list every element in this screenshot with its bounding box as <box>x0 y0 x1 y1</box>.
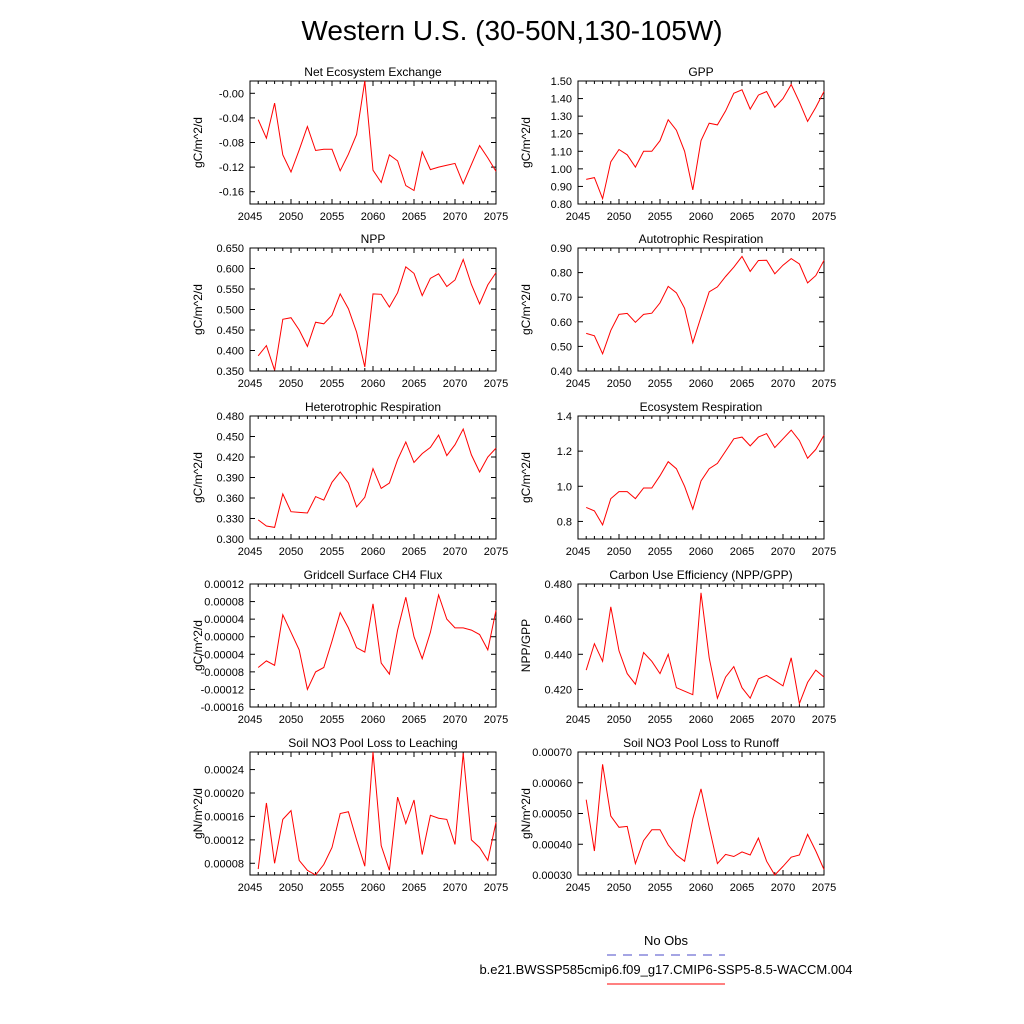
y-tick-label: 0.450 <box>216 431 244 444</box>
panel-title: Autotrophic Respiration <box>638 232 764 246</box>
x-tick-label: 2070 <box>770 714 796 726</box>
y-tick-label: 0.400 <box>216 345 244 358</box>
x-tick-label: 2055 <box>647 211 673 223</box>
y-tick-label: 0.40 <box>550 366 572 378</box>
panel-gpp <box>519 65 836 223</box>
x-tick-label: 2070 <box>442 378 468 390</box>
series-line-npp <box>258 260 496 371</box>
y-tick-label: 0.00008 <box>204 596 244 609</box>
y-tick-label: 0.330 <box>216 513 244 526</box>
y-tick-label: 0.350 <box>216 366 244 378</box>
page-title: Western U.S. (30-50N,130-105W) <box>301 15 723 46</box>
y-tick-label: -0.04 <box>218 112 244 125</box>
legend-model-label: b.e21.BWSSP585cmip6.f09_g17.CMIP6-SSP5-8.5-WACCM.004 <box>479 962 853 977</box>
x-tick-label: 2050 <box>278 714 304 726</box>
y-tick-label: 0.00012 <box>204 834 244 847</box>
y-tick-label: 0.600 <box>216 263 244 276</box>
x-tick-label: 2070 <box>442 714 468 726</box>
x-tick-label: 2060 <box>360 714 386 726</box>
y-axis-label: gC/m^2/d <box>519 452 533 503</box>
y-tick-label: 1.00 <box>550 163 572 176</box>
series-line-heterotrophic-respiration <box>258 429 496 527</box>
y-axis-label: NPP/GPP <box>519 618 533 673</box>
y-tick-label: -0.00008 <box>200 666 244 679</box>
y-tick-label: 0.650 <box>216 243 244 255</box>
legend <box>479 933 852 984</box>
y-axis-label: gC/m^2/d <box>191 620 205 671</box>
x-tick-label: 2045 <box>565 882 591 894</box>
x-tick-label: 2075 <box>483 714 509 726</box>
y-axis-label: gC/m^2/d <box>519 117 533 168</box>
series-line-gpp <box>586 85 824 199</box>
x-tick-label: 2065 <box>729 714 755 726</box>
panel-heterotrophic-respiration <box>191 400 508 558</box>
y-tick-label: 1.0 <box>556 481 572 494</box>
y-tick-label: 0.60 <box>550 316 572 329</box>
y-tick-label: 0.00024 <box>204 764 244 777</box>
y-tick-label: 1.30 <box>550 111 572 124</box>
x-tick-label: 2070 <box>770 546 796 558</box>
panel-title: Soil NO3 Pool Loss to Runoff <box>623 736 779 750</box>
y-tick-label: 0.00030 <box>532 870 572 882</box>
y-tick-label: 0.420 <box>216 452 244 464</box>
x-tick-label: 2065 <box>729 882 755 894</box>
x-tick-label: 2050 <box>606 714 632 726</box>
x-tick-label: 2050 <box>606 546 632 558</box>
x-tick-label: 2055 <box>647 378 673 390</box>
panel-title: Ecosystem Respiration <box>639 400 763 414</box>
y-tick-label: 1.10 <box>550 146 572 159</box>
y-tick-label: -0.12 <box>218 162 244 175</box>
x-tick-label: 2075 <box>483 546 509 558</box>
x-tick-label: 2045 <box>565 714 591 726</box>
plot-frame <box>250 584 496 707</box>
x-tick-label: 2060 <box>688 546 714 558</box>
plot-frame <box>578 584 824 707</box>
panel-carbon-use-efficiency-npp-gpp <box>519 568 836 726</box>
y-tick-label: 0.00008 <box>204 858 244 871</box>
y-tick-label: 0.390 <box>216 472 244 485</box>
panel-npp <box>191 232 508 390</box>
y-axis-label: gC/m^2/d <box>191 452 205 503</box>
x-tick-label: 2065 <box>729 546 755 558</box>
panel-title: Soil NO3 Pool Loss to Leaching <box>288 736 458 750</box>
x-tick-label: 2075 <box>811 882 837 894</box>
series-line-gridcell-surface-ch4-flux <box>258 595 496 689</box>
x-tick-label: 2070 <box>770 882 796 894</box>
x-tick-label: 2075 <box>811 714 837 726</box>
x-tick-label: 2050 <box>606 882 632 894</box>
y-tick-label: -0.00016 <box>200 702 244 714</box>
plot-frame <box>250 752 496 875</box>
y-tick-label: 1.20 <box>550 128 572 141</box>
series-line-net-ecosystem-exchange <box>258 81 496 191</box>
y-tick-label: 0.460 <box>544 614 572 627</box>
y-tick-label: 1.2 <box>556 446 572 459</box>
plot-frame <box>250 81 496 204</box>
x-tick-label: 2070 <box>770 378 796 390</box>
panel-title: GPP <box>688 65 714 79</box>
x-tick-label: 2045 <box>565 546 591 558</box>
y-tick-label: 1.50 <box>550 76 572 88</box>
panel-autotrophic-respiration <box>519 232 836 390</box>
panel-title: Net Ecosystem Exchange <box>304 65 442 79</box>
x-tick-label: 2050 <box>278 378 304 390</box>
x-tick-label: 2075 <box>483 882 509 894</box>
x-tick-label: 2045 <box>237 378 263 390</box>
x-tick-label: 2065 <box>401 714 427 726</box>
x-tick-label: 2045 <box>237 882 263 894</box>
y-tick-label: 1.40 <box>550 93 572 106</box>
x-tick-label: 2060 <box>688 882 714 894</box>
panel-title: Heterotrophic Respiration <box>304 400 442 414</box>
panel-gridcell-surface-ch4-flux <box>191 568 508 726</box>
x-tick-label: 2060 <box>688 211 714 223</box>
panel-title: NPP <box>360 232 386 246</box>
y-axis-label: gC/m^2/d <box>191 284 205 335</box>
y-tick-label: 0.80 <box>550 199 572 211</box>
x-tick-label: 2060 <box>688 714 714 726</box>
series-line-autotrophic-respiration <box>586 256 824 353</box>
series-line-soil-no3-pool-loss-to-runoff <box>586 764 824 875</box>
x-tick-label: 2060 <box>688 378 714 390</box>
x-tick-label: 2075 <box>483 378 509 390</box>
y-tick-label: -0.00012 <box>200 684 244 697</box>
x-tick-label: 2050 <box>606 211 632 223</box>
x-tick-label: 2060 <box>360 378 386 390</box>
x-tick-label: 2055 <box>319 546 345 558</box>
x-tick-label: 2055 <box>647 546 673 558</box>
x-tick-label: 2075 <box>811 546 837 558</box>
y-tick-label: 0.80 <box>550 267 572 280</box>
panels-group <box>191 65 836 894</box>
x-tick-label: 2055 <box>319 378 345 390</box>
y-tick-label: -0.08 <box>218 137 244 150</box>
y-tick-label: 0.00020 <box>204 788 244 800</box>
panel-soil-no3-pool-loss-to-leaching <box>191 736 508 894</box>
x-tick-label: 2070 <box>770 211 796 223</box>
y-axis-label: gC/m^2/d <box>191 117 205 168</box>
y-tick-label: -0.00 <box>218 88 244 101</box>
y-tick-label: 0.00012 <box>204 579 244 591</box>
x-tick-label: 2045 <box>565 378 591 390</box>
y-tick-label: 0.8 <box>556 516 572 529</box>
y-tick-label: 0.00060 <box>532 777 572 790</box>
x-tick-label: 2065 <box>401 546 427 558</box>
plot-frame <box>578 248 824 371</box>
y-tick-label: 0.00016 <box>204 811 244 824</box>
x-tick-label: 2070 <box>442 546 468 558</box>
y-axis-label: gC/m^2/d <box>519 284 533 335</box>
x-tick-label: 2065 <box>401 378 427 390</box>
y-tick-label: 0.70 <box>550 292 572 305</box>
x-tick-label: 2050 <box>278 882 304 894</box>
y-axis-label: gN/m^2/d <box>519 788 533 839</box>
y-tick-label: 1.4 <box>556 411 572 423</box>
y-tick-label: 0.00070 <box>532 747 572 759</box>
x-tick-label: 2045 <box>237 211 263 223</box>
x-tick-label: 2065 <box>729 378 755 390</box>
x-tick-label: 2055 <box>319 714 345 726</box>
panel-title: Carbon Use Efficiency (NPP/GPP) <box>609 568 793 582</box>
x-tick-label: 2070 <box>442 882 468 894</box>
y-tick-label: 0.00040 <box>532 839 572 852</box>
panel-title: Gridcell Surface CH4 Flux <box>303 568 443 582</box>
panel-soil-no3-pool-loss-to-runoff <box>519 736 836 894</box>
y-tick-label: 0.480 <box>216 411 244 423</box>
x-tick-label: 2065 <box>401 882 427 894</box>
y-tick-label: 0.90 <box>550 181 572 194</box>
y-tick-label: 0.360 <box>216 493 244 505</box>
x-tick-label: 2070 <box>442 211 468 223</box>
x-tick-label: 2045 <box>237 714 263 726</box>
x-tick-label: 2055 <box>319 211 345 223</box>
x-tick-label: 2055 <box>319 882 345 894</box>
x-tick-label: 2055 <box>647 714 673 726</box>
y-tick-label: 0.500 <box>216 304 244 317</box>
y-tick-label: 0.00004 <box>204 614 244 627</box>
y-tick-label: 0.440 <box>544 649 572 662</box>
x-tick-label: 2075 <box>811 211 837 223</box>
x-tick-label: 2060 <box>360 882 386 894</box>
y-tick-label: 0.300 <box>216 534 244 546</box>
x-tick-label: 2045 <box>565 211 591 223</box>
x-tick-label: 2060 <box>360 546 386 558</box>
y-tick-label: -0.16 <box>218 186 244 199</box>
x-tick-label: 2075 <box>811 378 837 390</box>
x-tick-label: 2050 <box>606 378 632 390</box>
x-tick-label: 2050 <box>278 211 304 223</box>
plot-frame <box>578 752 824 875</box>
x-tick-label: 2075 <box>483 211 509 223</box>
x-tick-label: 2050 <box>278 546 304 558</box>
y-tick-label: -0.00004 <box>200 649 244 662</box>
plot-frame <box>250 416 496 539</box>
x-tick-label: 2065 <box>729 211 755 223</box>
y-tick-label: 0.90 <box>550 243 572 255</box>
x-tick-label: 2065 <box>401 211 427 223</box>
y-tick-label: 0.50 <box>550 341 572 354</box>
panel-ecosystem-respiration <box>519 400 836 558</box>
plot-frame <box>250 248 496 371</box>
legend-obs-label: No Obs <box>643 933 689 948</box>
x-tick-label: 2055 <box>647 882 673 894</box>
y-tick-label: 0.450 <box>216 325 244 337</box>
y-tick-label: 0.420 <box>544 684 572 697</box>
series-line-ecosystem-respiration <box>586 430 824 525</box>
x-tick-label: 2045 <box>237 546 263 558</box>
y-axis-label: gN/m^2/d <box>191 788 205 839</box>
x-tick-label: 2060 <box>360 211 386 223</box>
y-tick-label: 0.00050 <box>532 808 572 821</box>
y-tick-label: 0.550 <box>216 284 244 296</box>
series-line-soil-no3-pool-loss-to-leaching <box>258 752 496 875</box>
series-line-carbon-use-efficiency-npp-gpp <box>586 593 824 704</box>
y-tick-label: 0.00000 <box>204 631 244 644</box>
y-tick-label: 0.480 <box>544 579 572 591</box>
panel-net-ecosystem-exchange <box>191 65 508 223</box>
